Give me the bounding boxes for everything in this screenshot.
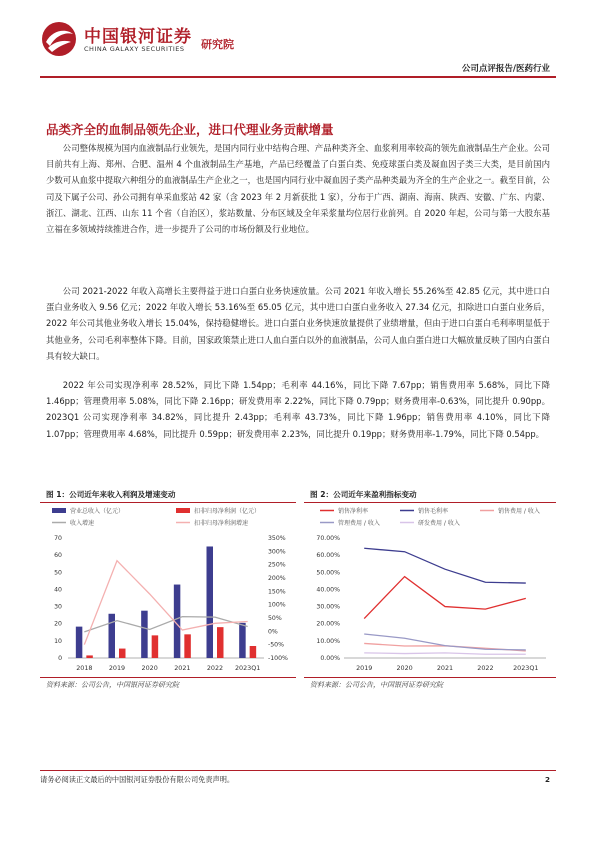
right-axis-tick-label: 300% (268, 548, 286, 556)
bar (250, 646, 257, 658)
left-axis-tick-label: 10 (54, 637, 62, 645)
bar (152, 635, 159, 658)
legend-label: 扣非归母净利润（亿元） (194, 508, 261, 515)
legend-label: 销售毛利率 (418, 508, 449, 515)
y-axis-tick-label: 30.00% (316, 603, 340, 611)
legend-label: 销售净利率 (338, 508, 369, 515)
left-axis-tick-label: 0 (58, 655, 62, 662)
left-axis-tick-label: 20 (54, 620, 62, 628)
y-axis-tick-label: 50.00% (316, 569, 340, 577)
body-paragraph: 2022 年公司实现净利率 28.52%，同比下降 1.54pp；毛利率 44.16%，同比下降 7.67pp；销售费用率 5.68%，同比下降 1.46pp；管理费用率 5.08%，同比下降 2.16pp；研发费用率 2.22%，同比下降 0.79pp；财务费用率-0.63%，同比提升 0.90pp。2023Q1 公司实现净利率 34.82%，同比提升 2.43pp；毛利率 43.73%，同比下降 1.96pp；销售费用率 4.10%，同比下降 1.07pp；管理费用率 4.68%，同比提升 0.59pp；研发费用率 2.23%，同比提升 0.19pp；财务费用率-1.79%，同比下降 0.54pp。 (46, 380, 550, 439)
figure-1-chart (36, 504, 300, 676)
figure-2-source: 资料来源：公司公告，中国银河证券研究院 (310, 681, 443, 689)
report-category: 公司点评报告/医药行业 (461, 64, 550, 74)
x-axis-tick-label: 2022 (206, 664, 224, 672)
footer-disclaimer: 请务必阅读正文最后的中国银河证券股份有限公司免责声明。 (40, 775, 235, 784)
legend-swatch (176, 508, 190, 513)
series-line (364, 634, 526, 650)
x-axis-tick-label: 2022 (477, 664, 494, 672)
x-axis-tick-label: 2019 (108, 664, 126, 672)
figure-2-bottom-rule (304, 677, 556, 678)
legend-label: 研发费用 / 收入 (418, 520, 460, 527)
figure-1-title: 图 1：公司近年来收入利润及增速变动 (46, 490, 176, 499)
right-axis-tick-label: 0% (268, 628, 278, 636)
series-line (364, 548, 526, 583)
x-axis-tick-label: 2020 (396, 664, 413, 672)
page-number: 2 (544, 775, 550, 784)
y-axis-tick-label: 20.00% (316, 620, 340, 628)
right-axis-tick-label: 150% (268, 588, 286, 596)
figure-1-bottom-rule (40, 677, 296, 678)
left-axis-tick-label: 50 (54, 569, 62, 577)
legend-label: 管理费用 / 收入 (338, 520, 380, 527)
y-axis-tick-label: 40.00% (316, 586, 340, 594)
figure-1-source: 资料来源：公司公告，中国银河证券研究院 (46, 681, 179, 689)
bar (217, 627, 224, 658)
bar (109, 614, 116, 658)
right-axis-tick-label: 100% (268, 601, 286, 609)
brand-name-english: CHINA GALAXY SECURITIES (84, 45, 185, 53)
left-axis-tick-label: 30 (54, 603, 62, 611)
footer-divider (40, 770, 556, 771)
galaxy-logo-icon (40, 20, 78, 58)
right-axis-tick-label: -100% (268, 655, 288, 662)
x-axis-tick-label: 2021 (174, 664, 191, 672)
y-axis-tick-label: 0.00% (320, 655, 340, 662)
figure-2-title: 图 2：公司近年来盈利指标变动 (310, 490, 417, 499)
left-axis-tick-label: 60 (54, 552, 62, 560)
bar (141, 611, 148, 658)
section-title: 品类齐全的血制品领先企业，进口代理业务贡献增量 (46, 122, 334, 137)
bar (76, 627, 83, 658)
left-axis-tick-label: 70 (54, 535, 62, 542)
legend-label: 销售费用 / 收入 (498, 508, 540, 515)
right-axis-tick-label: 250% (268, 561, 286, 569)
x-axis-tick-label: 2019 (356, 664, 373, 672)
legend-label: 收入增速 (70, 520, 95, 527)
left-axis-tick-label: 40 (54, 586, 62, 594)
legend-label: 扣非归母净利润增速 (194, 520, 249, 527)
legend-swatch (52, 508, 66, 513)
institute-label: 研究院 (201, 38, 234, 51)
figure-2-rule (304, 502, 556, 503)
x-axis-tick-label: 2023Q1 (234, 664, 261, 672)
right-axis-tick-label: 50% (268, 615, 282, 622)
series-line (364, 653, 526, 654)
y-axis-tick-label: 10.00% (316, 637, 340, 645)
x-axis-tick-label: 2023Q1 (513, 664, 539, 672)
body-paragraph: 公司 2021-2022 年收入高增长主要得益于进口白蛋白业务快速放量。公司 2021 年收入增长 55.26%至 42.85 亿元，其中进口白蛋白业务收入 9.56 亿元；2022 年收入增长 53.16%至 65.05 亿元，其中进口白蛋白业务收入 27.34 亿元，扣除进口白蛋白业务后，2022 年公司其他业务收入增长 15.04%，保持稳健增长。进口白蛋白业务快速放量提供了业绩增量，但由于进口白蛋白毛利率明显低于其他业务，公司毛利率整体下降。目前，国家政策禁止进口人血白蛋白以外的血液制品，公司人血白蛋白进口大幅放量反映了国内白蛋白具有较大缺口。 (46, 286, 550, 361)
y-axis-tick-label: 60.00% (316, 552, 340, 560)
x-axis-tick-label: 2021 (436, 664, 454, 672)
brand-name: 中国银河证券 (84, 27, 192, 47)
x-axis-tick-label: 2020 (141, 664, 158, 672)
bar (239, 623, 246, 658)
bar (119, 649, 126, 658)
bar (207, 546, 214, 658)
right-axis-tick-label: 200% (268, 575, 286, 582)
bar (184, 634, 191, 658)
bar (86, 655, 93, 658)
figure-2-chart (304, 504, 556, 676)
figure-1-rule (40, 502, 296, 503)
header-divider (40, 76, 556, 78)
x-axis-tick-label: 2018 (76, 664, 93, 672)
legend-label: 营业总收入（亿元） (70, 508, 125, 515)
right-axis-tick-label: -50% (268, 641, 284, 649)
y-axis-tick-label: 70.00% (316, 535, 340, 542)
body-paragraph: 公司整体规模为国内血液制品行业领先，是国内同行业中结构合理、产品种类齐全、血浆利用率较高的领先血液制品生产企业。公司目前共有上海、郑州、合肥、温州 4 个血液制品生产基地，产品已经覆盖了白蛋白类、免疫球蛋白类及凝血因子类三大类，是目前国内少数可从血浆中提取六种组分的血液制品生产企业之一，也是国内同行业中凝血因子类产品种类最为齐全的生产企业之一。截至目前，公司及下属子公司、孙公司拥有单采血浆站 42 家（含 2023 年 2 月新获批 1 家），分布于广西、湖南、海南、陕西、安徽、广东、内蒙、浙江、湖北、江西、山东 11 个省（自治区），浆站数量、分布区域及全年采浆量均位居行业前列。自 2020 年起，公司与第一大股东基立福在多领域持续推进合作，进一步提升了公司的市场份额及行业地位。 (46, 143, 550, 235)
right-axis-tick-label: 350% (268, 535, 286, 542)
